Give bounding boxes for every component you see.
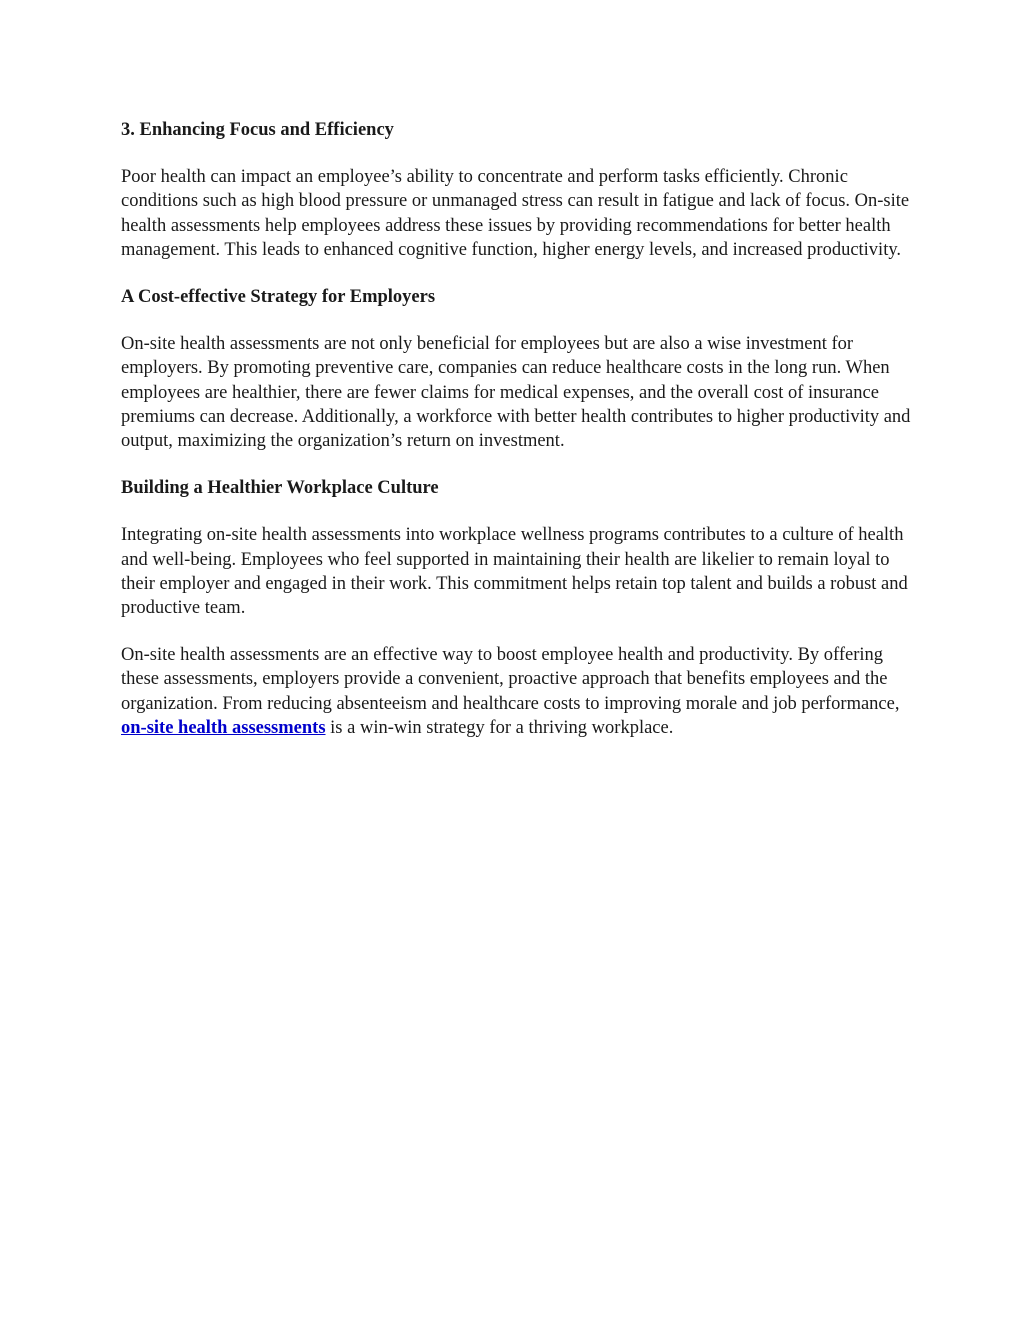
section-focus-efficiency — [121, 118, 911, 262]
section-workplace-culture — [121, 476, 911, 620]
section-heading: A Cost-effective Strategy for Employers — [121, 287, 436, 308]
section-cost-effective — [121, 285, 911, 453]
document-page — [121, 118, 911, 763]
section-paragraph: On-site health assessments are not only beneficial for employees but are also a wise investment for employers. By promoting preventive care, companies can reduce healthcare costs in the long run. When employees are healthier, there are fewer claims for medical expenses, and the overall cost of insurance premiums can decrease. Additionally, a workforce with better health contributes to higher productivity and output, maximizing the organization’s return on investment. — [121, 334, 911, 452]
conclusion-text-before-link: On-site health assessments are an effective way to boost employee health and productivity. By offering these assessments, employers provide a convenient, proactive approach that benefits employees and the organization. From reducing absenteeism and healthcare costs to improving morale and job performance, — [121, 645, 900, 714]
conclusion-paragraph — [121, 643, 911, 740]
section-paragraph: Integrating on-site health assessments into workplace wellness programs contributes to a culture of health and well-being. Employees who feel supported in maintaining their health are likelier to remain loyal to their employer and engaged in their work. This commitment helps retain top talent and builds a robust and productive team. — [121, 525, 908, 619]
section-paragraph: Poor health can impact an employee’s ability to concentrate and perform tasks efficiently. Chronic conditions such as high blood pressure or unmanaged stress can result in fatigue and lack of focus. On-site health assessments help employees address these issues by providing recommendations for better health management. This leads to enhanced cognitive function, higher energy levels, and increased productivity. — [121, 167, 910, 260]
section-heading: Building a Healthier Workplace Culture — [121, 478, 439, 499]
conclusion-text-after-link: is a win-win strategy for a thriving workplace. — [325, 717, 674, 738]
on-site-health-assessments-link[interactable]: on-site health assessments — [121, 717, 326, 738]
section-heading: 3. Enhancing Focus and Efficiency — [121, 120, 394, 140]
